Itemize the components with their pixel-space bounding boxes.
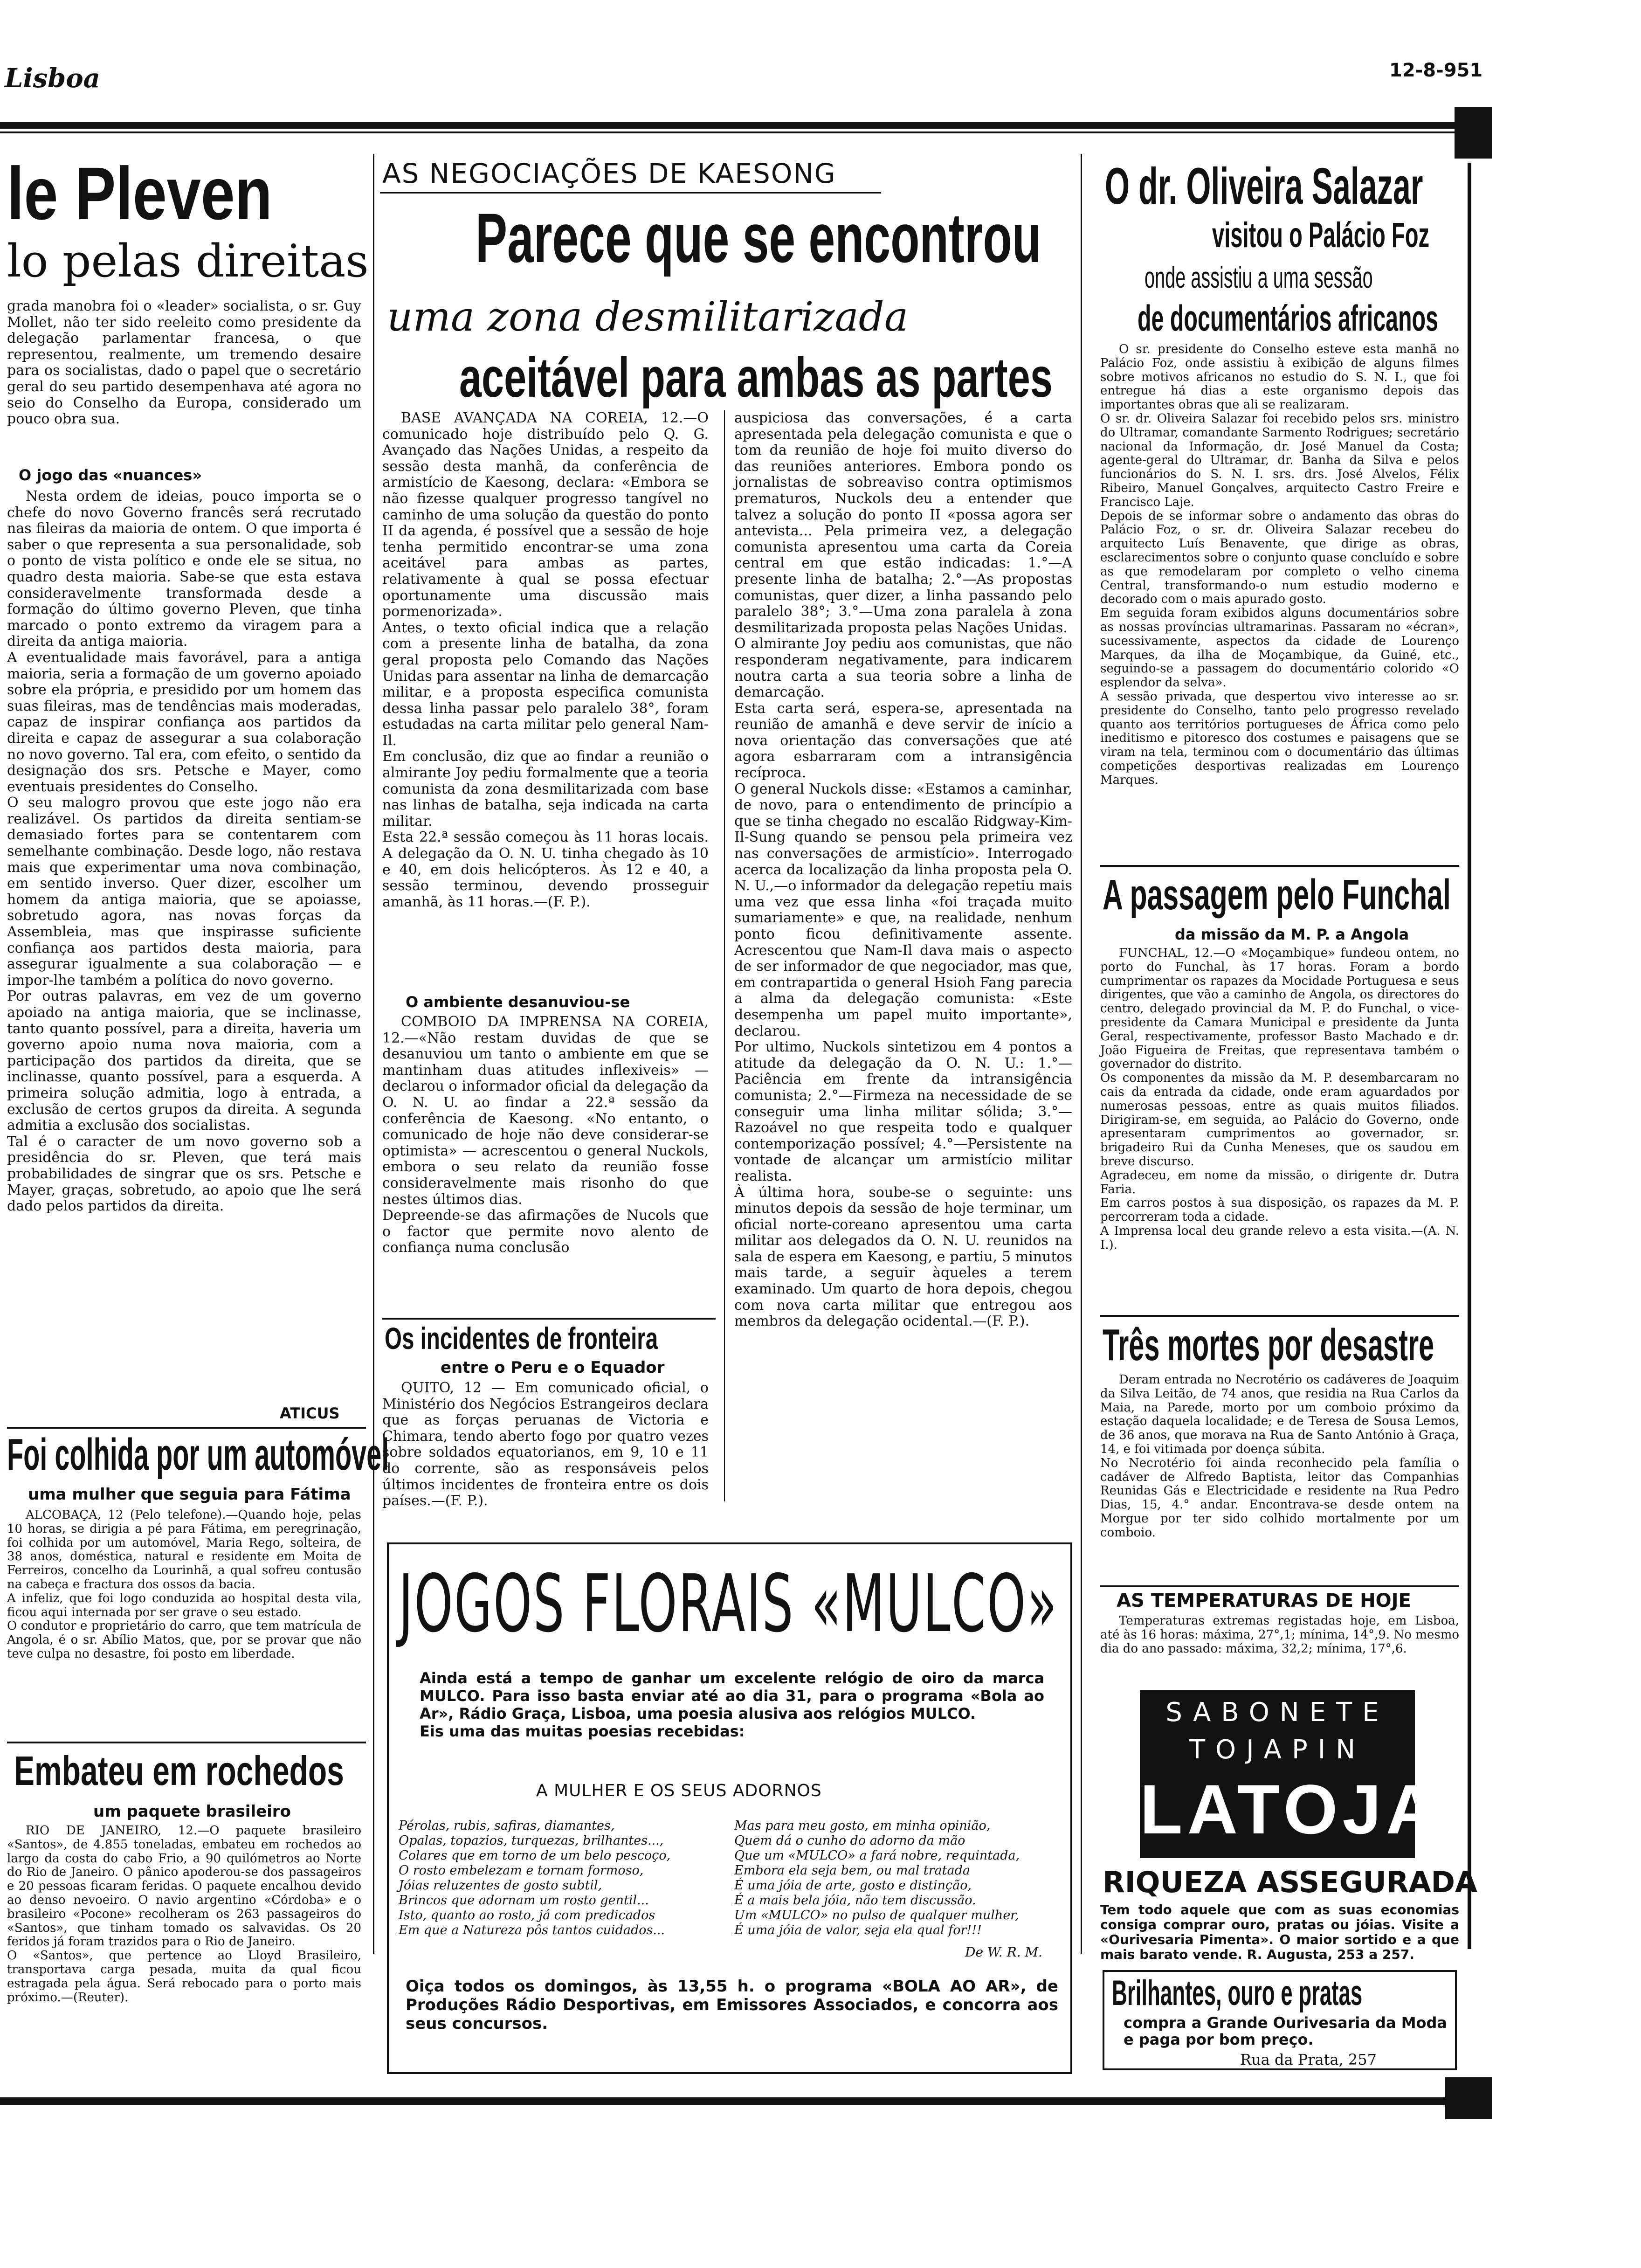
pleven-body: Nesta ordem de ideias, pouco importa se o chefe do novo Governo francês será recrutado nas fileiras da maioria de ontem. O que importa é saber o que representa a sua personalidade, sob o ponto de vista político e onde ele se situa, no quadro desta maioria. Sabe-se que esta estava consideravelmente transformada desde a formação do último governo Pleven, que tinha marcado o ponto extremo da viragem para a direita da antiga maioria. A eventualidade mais favorável, para a antiga maioria, seria a formação de um governo apoiado sobre ela própria, e presidido por um homem das suas fileiras, mas de tendências mais moderadas, capaz de inspirar confiança aos partidos da direita e capaz de assegurar a sua colaboração no novo governo. Tal era, com efeito, o sentido da designação dos srs. Petsche e Mayer, como eventuais presidentes do Conselho. O seu malogro provou que este jogo não era realizável. Os partidos da direita sentiam-se demasiado fortes para se contentarem com semelhante combinação. Desde logo, não restava mais que experimentar uma nova combinação, em sentido inverso. Quer dizer, escolher um homem da antiga maioria, que se apoiasse, sobretudo agora, nas novas forças da Assembleia, mas que inspirasse suficiente confiança aos partidos desta maioria, para assegurar igualmente a sua colaboração — e impor-lhe também a política do novo governo. Por outras palavras, em vez de um governo apoiado na antiga maioria, que se inclinasse, tanto quanto possível, para a direita, haveria um governo apoio numa nova maioria, com a participação dos partidos da direita, que se inclinasse, quanto possível, para a esquerda. A primeira solução admitia, logo à entrada, a exclusão de certos grupos da direita. A segunda admitia a exclusão dos socialistas. Tal é o caracter de um novo governo sob a presidência do sr. Pleven, que terá mais probabilidades de singrar que os srs. Petsche e Mayer, graças, sobretudo, ao apoio que lhe será dado pelos partidos da direita. [7,488,361,1215]
kaesong-headline: Parece que se encontrou [476,199,1041,277]
brilhantes-address: Rua da Prata, 257 [1240,2051,1377,2068]
header-black-block [1455,107,1492,159]
pleven-title-2: lo pelas direitas [7,235,369,287]
riqueza-body: Tem todo aquele que com as suas economias consiga comprar ouro, pratas ou jóias. Visite a «Ourivesaria Pimenta». O maior sortido e a que mais barato vende. R. Augusta, 253 a 257. [1100,1902,1459,1962]
kaesong-headline-2: aceitável para ambas as partes [459,346,1053,409]
colhida-title: Foi colhida por um automóvel [7,1430,389,1480]
fronteira-subtitle: entre o Peru e o Equador [441,1358,665,1377]
kaesong-deck: uma zona desmilitarizada [387,294,909,340]
kaesong-col1-b: COMBOIO DA IMPRENSA NA COREIA, 12.—«Não restam duvidas de que se desanuviou um tanto o ambiente em que se mantinham duas atitudes inflexiveis» — declarou o informador oficial da delegação da O. N. U. ao findar a 22.ª sessão da conferência de Kaesong. «No entanto, o comunicado de hoje não deve considerar-se optimista» — acrescentou o general Nuckols, embora o seu relato da reunião fosse consideravelmente mais risonho do que nestes últimos dias. Depreende-se das afirmações de Nucols que o factor que permite novo alento de confiança numa conclusão [382,1014,709,1256]
mortes-end-rule [1100,1585,1459,1587]
kaesong-col1-subhead: O ambiente desanuviou-se [406,993,630,1011]
latoja-brand: LATOJA [1140,1770,1441,1848]
mulco-poem-title: A MULHER E OS SEUS ADORNOS [536,1781,822,1800]
mulco-title: JOGOS FLORAIS «MULCO» [399,1558,1058,1650]
pleven-title: le Pleven [7,152,272,235]
temperaturas-title: AS TEMPERATURAS DE HOJE [1117,1590,1411,1611]
salazar-title-4: de documentários africanos [1138,297,1438,339]
header-rule-thin [0,131,1455,133]
kaesong-col1: BASE AVANÇADA NA COREIA, 12.—O comunicado hoje distribuído pelo Q. G. Avançado das Nações Unidas, a respeito da sessão desta manhã, da conferência de armistício de Kaesong, declara: «Embora se não fizesse qualquer progresso tangível no caminho de uma solução da questão do ponto II da agenda, é possível que a sessão de hoje tenha permitido encontrar-se uma zona aceitável para ambas as partes, relativamente à qual se possa efectuar oportunamente uma discussão mais pormenorizada». Antes, o texto oficial indica que a relação com a presente linha de batalha, da zona geral proposta pelo Comando das Nações Unidas para assentar na linha de demarcação militar, e a proposta especifica comunista dessa linha passar pelo paralelo 38°, foram estudadas na carta militar pelo general Nam-Il. Em conclusão, diz que ao findar a reunião o almirante Joy pediu formalmente que a teoria comunista da zona desmilitarizada com base nas linhas de batalha, seja indicada na carta militar. Esta 22.ª sessão começou às 11 horas locais. A delegação da O. N. U. tinha chegado às 10 e 40, em dois helicópteros. Às 12 e 40, a sessão terminou, devendo prosseguir amanhã, às 11 horas.—(F. P.). [382,410,709,910]
mulco-poem-left: Pérolas, rubis, safiras, diamantes, Opalas, topazios, turquezas, brilhantes..., Colares que em torno de um belo pescoço, O rosto embelezam e tornam formoso, Jóias reluzentes de gosto subtil, Brincos que adornam um rosto gentil... Isto, quanto ao rosto, já com predicados Em que a Natureza pôs tantos cuidados... [399,1819,671,1937]
colhida-subtitle: uma mulher que seguia para Fátima [28,1485,351,1504]
riqueza-title: RIQUEZA ASSEGURADA [1103,1865,1478,1899]
kaesong-kicker-rule [380,192,881,194]
brilhantes-title: Brilhantes, ouro e pratas [1112,1973,1363,2013]
fronteira-body: QUITO, 12 — Em comunicado oficial, o Ministério dos Negócios Estrangeiros declara que as forças peruanas de Victoria e Chimara, tendo aberto fogo por quatro vezes sobre soldados equatorianos, em 9, 10 e 11 do corrente, são as responsáveis pelos últimos incidentes de fronteira entre os dois países.—(F. P.). [382,1380,709,1509]
funchal-title: A passagem pelo Funchal [1103,871,1451,919]
embateu-subtitle: um paquete brasileiro [93,1802,291,1821]
pleven-subhead: O jogo das «nuances» [19,466,202,484]
latoja-line-1: SABONETE [1165,1697,1389,1728]
funchal-subtitle: da missão da M. P. a Angola [1175,926,1409,943]
right-edge-rule [1468,163,1471,1949]
mortes-title: Três mortes por desastre [1103,1320,1434,1370]
footer-black-block [1445,2077,1492,2119]
salazar-title-1: O dr. Oliveira Salazar [1105,158,1423,215]
fronteira-top-rule [382,1318,716,1320]
latoja-ad [1140,1690,1441,1858]
funchal-end-rule [1100,1315,1459,1317]
temperaturas-body: Temperaturas extremas registadas hoje, em Lisboa, até às 16 horas: máxima, 27°,1; mínima, 14°,9. No mesmo dia do ano passado: máxima, 32,2; mínima, 17°,6. [1100,1614,1459,1656]
salazar-end-rule [1100,865,1459,867]
fronteira-title: Os incidentes de fronteira [385,1321,658,1355]
brilhantes-body: compra a Grande Ourivesaria da Moda e paga por bom preço. [1124,2014,1448,2048]
kaesong-kicker: AS NEGOCIAÇÕES DE KAESONG [382,158,836,189]
colhida-body: ALCOBAÇA, 12 (Pelo telefone).—Quando hoje, pelas 10 horas, se dirigia a pé para Fátima, em peregrinação, foi colhida por um automóvel, Maria Rego, solteira, de 38 anos, doméstica, natural e residente em Moita de Ferreiros, concelho da Lourinhã, a qual sofreu contusão na cabeça e fractura dos ossos da bacia. A infeliz, que foi logo conduzida ao hospital desta vila, ficou aqui internada por ser grave o seu estado. O condutor e proprietário do carro, que tem matrícula de Angola, é o sr. Abílio Matos, que, por se provar que não teve culpa no desastre, foi posto em liberdade. [7,1508,361,1661]
column-divider-right [1081,154,1082,1954]
header-rule-top [0,122,1455,129]
salazar-title-3: onde assistiu a uma sessão [1145,261,1373,294]
funchal-body: FUNCHAL, 12.—O «Moçambique» fundeou ontem, no porto do Funchal, às 17 horas. Foram a bordo cumprimentar os rapazes da Mocidade Portuguesa e seus dirigentes, que vão a caminho de Angola, os directores do centro, delegado provincial da M. P. do Funchal, o vice-presidente da Camara Municipal e presidente da Junta Geral, respectivamente, professor Basto Machado e dr. João Figueira de Freitas, que representava também o governador do distrito. Os componentes da missão da M. P. desembarcaram no cais da entrada da cidade, onde eram aguardados por numerosas pessoas, entre as quais muitos filiados. Dirigiram-se, em seguida, ao Palácio do Governo, onde apresentaram cumprimentos ao governador, sr. brigadeiro Rui da Cunha Meneses, que os saudou em breve discurso. Agradeceu, em nome da missão, o dirigente dr. Dutra Faria. Em carros postos à sua disposição, os rapazes da M. P. percorreram toda a cidade. A Imprensa local deu grande relevo a esta visita.—(A. N. I.). [1100,946,1459,1252]
header-date: 12-8-951 [1389,60,1483,81]
colhida-end-rule [7,1742,366,1743]
embateu-title: Embateu em rochedos [14,1748,344,1794]
embateu-body: RIO DE JANEIRO, 12.—O paquete brasileiro «Santos», de 4.855 toneladas, embateu em rochedos ao largo da costa do cabo Frio, a 90 quilómetros ao Norte do Rio de Janeiro. O pânico apoderou-se dos passageiros e 20 pessoas ficaram feridas. O paquete encalhou devido ao denso nevoeiro. O navio argentino «Córdoba» e o brasileiro «Pocone» recolheram os 263 passageiros do «Santos», que tinham tomado os salvavidas. Os 20 feridos já foram trazidos para o Rio de Janeiro. O «Santos», que pertence ao Lloyd Brasileiro, transportava carga pesada, muita da qual ficou estragada pela água. Será rebocado para o porto mais próximo.—(Reuter). [7,1824,361,2005]
pleven-signature: ATICUS [280,1404,340,1422]
kaesong-col2: auspiciosa das conversações, é a carta apresentada pela delegação comunista e que o tom da reunião de hoje foi muito diverso do das reuniões anteriores. Embora pondo os jornalistas de sobreaviso contra optimismos prematuros, Nuckols deu a entender que talvez a solução do ponto II «possa agora ser antevista... Pela primeira vez, a delegação comunista apresentou uma carta da Coreia central em que estão indicadas: 1.°—A presente linha de batalha; 2.°—As propostas comunistas, quer dizer, a linha passando pelo paralelo 38°; 3.°—Uma zona paralela à zona desmilitarizada proposta pelas Nações Unidas. O almirante Joy pediu aos comunistas, que não responderam negativamente, para indicarem noutra carta a sua teoria sobre a linha de demarcação. Esta carta será, espera-se, apresentada na reunião de amanhã e deve servir de início a nova orientação das conversações que até agora esbarraram com a intransigência recíproca. O general Nuckols disse: «Estamos a caminhar, de novo, para o entendimento de princípio a que se tinha chegado no escalão Ridgway-Kim-Il-Sung quando se pensou pela primeira vez nas conversações de armistício». Interrogado acerca da localização da linha proposta pela O. N. U.,—o informador da delegação repetiu mais uma vez que essa linha «foi traçada muito sumariamente» e que, na realidade, nenhum ponto ficou definitivamente assente. Acrescentou que Nam-Il dava mais o aspecto de ser informador de que negociador, mas que, em contrapartida o general Hsioh Fang parecia a alma da delegação comunista: «Este desempenha um papel muito importante», declarou. Por ultimo, Nuckols sintetizou em 4 pontos a atitude da delegação da O. N. U.: 1.°—Paciência em frente da intransigência comunista; 2.°—Firmeza na necessidade de se conseguir uma linha militar sólida; 3.°—Razoável no que respeita todo e qualquer contemporização possível; 4.°—Persistente na vontade de alcançar um armistício militar realista. À última hora, soube-se o seguinte: uns minutos depois da sessão de hoje terminar, um oficial norte-coreano apresentou uma carta militar aos delegados da O. N. U. reunidos na sala de espera em Kaesong, e partiu, 5 minutos mais tarde, a seguir àqueles a terem examinado. Um quarto de hora depois, chegou com nova carta militar que entregou aos membros da delegação ocidental.—(F. P.). [734,410,1072,1330]
mulco-footer: Oiça todos os domingos, às 13,55 h. o programa «BOLA AO AR», de Produções Rádio Desportivas, em Emissores Associados, e concorra aos seus concursos. [406,1977,1058,2033]
salazar-title-2: visitou o Palácio Foz [1212,215,1430,255]
pleven-end-rule [7,1427,366,1429]
mulco-poem-author: De W. R. M. [965,1944,1043,1960]
column-divider-left [373,154,374,1954]
header-city: Lisboa [5,63,100,94]
footer-rule [0,2097,1445,2105]
kaesong-column-divider [724,410,725,1501]
latoja-line-2: TOJAPIN [1189,1735,1366,1765]
mulco-intro: Ainda está a tempo de ganhar um excelente relógio de oiro da marca MULCO. Para isso basta enviar até ao dia 31, para o programa «Bola ao Ar», Rádio Graça, Lisboa, uma poesia alusiva aos relógios MULCO. Eis uma das muitas poesias recebidas: [420,1669,1044,1740]
pleven-intro: grada manobra foi o «leader» socialista, o sr. Guy Mollet, não ter sido reeleito como presidente da delegação parlamentar francesa, o que representou, realmente, um tremendo desaire para os socialistas, dado o papel que o secretário geral do seu partido desempenhava até agora no seio do Conselho da Europa, considerado um pouco obra sua. [7,298,361,428]
salazar-body: O sr. presidente do Conselho esteve esta manhã no Palácio Foz, onde assistiu à exibição de alguns filmes sobre motivos africanos no estudio do S. N. I., que foi entregue há dias a este organismo depois das importantes obras que ali se realizaram. O sr. dr. Oliveira Salazar foi recebido pelos srs. ministro do Ultramar, comandante Sarmento Rodrigues; secretário nacional da Informação, dr. José Manuel da Costa; agente-geral do Ultramar, dr. Banha da Silva e pelos funcionários do S. N. I. srs. drs. José Alvelos, Félix Ribeiro, Manuel Gonçalves, arquitecto Castro Freire e Francisco Laje. Depois de se informar sobre o andamento das obras do Palácio Foz, o sr. dr. Oliveira Salazar recebeu do arquitecto Luís Benavente, que dirige as obras, esclarecimentos sobre o conjunto quase concluído e sobre as que remodelaram por completo o velho cinema Central, transformando-o num estudio moderno e decorado com o mais apurado gosto. Em seguida foram exibidos alguns documentários sobre as nossas províncias ultramarinas. Passaram no «écran», sucessivamente, aspectos da cidade de Lourenço Marques, da ilha de Moçambique, da Guiné, etc., seguindo-se a passagem do documentário colorido «O esplendor da selva». A sessão privada, que despertou vivo interesse ao sr. presidente do Conselho, tanto pelo progresso revelado quanto aos territórios portugueses de África como pelo ineditismo e pitoresco dos costumes e paisagens que se viram na tela, terminou com o documentário das últimas competições desportivas realizadas em Lourenço Marques. [1100,342,1459,787]
mulco-poem-right: Mas para meu gosto, em minha opinião, Quem dá o cunho do adorno da mão Que um «MULCO» a fará nobre, requintada, Embora ela seja bem, ou mal tratada É uma jóia de arte, gosto e distinção, É a mais bela jóia, não tem discussão. Um «MULCO» no pulso de qualquer mulher, É uma jóia de valor, seja ela qual for!!! [734,1819,1020,1937]
mortes-body: Deram entrada no Necrotério os cadáveres de Joaquim da Silva Leitão, de 74 anos, que residia na Rua Carlos da Maia, na Parede, morto por um comboio próximo da estação daquela localidade; e de Teresa de Sousa Lemos, de 36 anos, que morava na Rua de Santo António à Graça, 14, e foi vitimada por doença súbita. No Necrotério foi ainda reconhecido pela família o cadáver de Alfredo Baptista, leitor das Companhias Reunidas Gás e Electricidade e residente na Rua Pedro Dias, 15, 4.° andar. Encontrava-se desde ontem na Morgue por ter sido colhido mortalmente por um comboio. [1100,1373,1459,1540]
